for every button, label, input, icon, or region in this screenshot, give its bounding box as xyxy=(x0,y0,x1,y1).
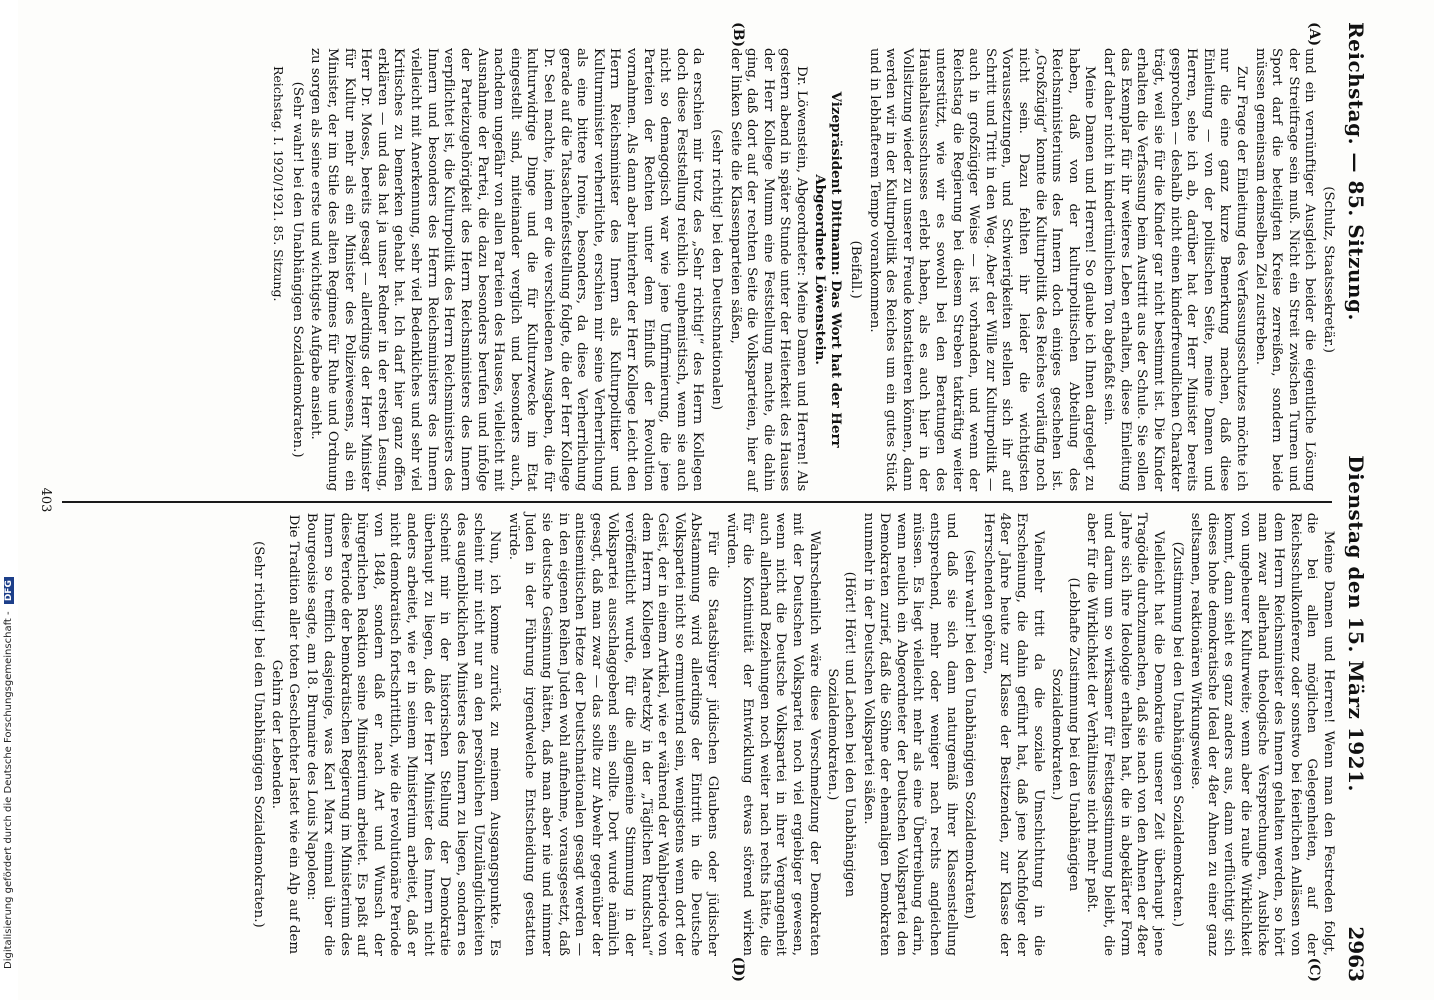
digitization-credit xyxy=(3,577,14,969)
paragraph: und daß sie sich dann naturgemäß ihrer Klassenstellung entsprechend, mehr oder weniger nach rechts angleichen müssen. Es liegt vielleicht mehr als eine Übertreibung darin, wenn neulich ein Abgeordneter der Deutschen Volkspartei den Demokraten zurief, daß die Söhne der ehemaligen Demokraten nunmehr in der Deutschen Volkspartei säßen. xyxy=(860,512,959,956)
credit-text: Digitalisierung gefördert durch die Deutsche Forschungsgemeinschaft - xyxy=(3,611,14,969)
margin-marker-d: (D) xyxy=(730,956,746,982)
paragraph: Für die Staatsbürger jüdischen Glaubens oder jüdischer Abstammung wird allerdings der Eintritt in die Deutsche Volkspartei nicht so ermunternd sein, wenigstens wenn dort der Geist, der in einem Artikel, wie er während der Wahlperiode von dem Herrn Kollegen Maretzky in der „Täglichen Rundschau“ veröffentlicht wurde, für die allgemeine Stimmung in der Volkspartei ausschlaggebend sein sollte. Dort wurde nämlich gesagt, daß man zwar — das sollte zur Abwehr gegenüber der antisemitischen Hetze der Deutschnationalen gesagt werden — in den eigenen Reihen Juden wohl aufnehme, vorausgesetzt, daß sie deutsche Gesinnung hätten, daß man aber nie und nimmer Juden in der Führung irgendwelche Entscheidung gestatten würde. xyxy=(505,512,721,956)
interjection: (Sehr wahr! bei den Unabhängigen Sozialdemokraten.) xyxy=(289,81,305,458)
paragraph: Vielleicht hat die Demokratie unserer Zeit überhaupt jene Tragödie durchzumachen, daß sie nach von den Ahnen der 48er Jahre sich ihre Ideologie erhalten hat, die in abgeklärter Form und darum um so wirksamer für Festtagsstimmung bleibt, die aber für die Wirklichkeit der Verhältnisse nicht mehr paßt. xyxy=(1084,512,1166,956)
margin-marker-b: (B) xyxy=(730,22,746,48)
left-column xyxy=(32,22,1336,501)
interjection: (Zustimmung bei den Unabhängigen Sozialdemokraten.) xyxy=(1169,541,1185,928)
interjection: (Lebhafte Zustimmung bei den Unabhängigen Sozialdemokraten.) xyxy=(1049,577,1081,892)
header-page-number: 2963 xyxy=(1344,926,1368,982)
interjection: (Sehr richtig! bei den Unabhängigen Sozialdemokraten.) xyxy=(250,541,266,928)
interjection: (Beifall.) xyxy=(847,240,863,299)
paragraph: Nun, ich komme zurück zu meinem Ausgangspunkte. Es scheint mir nicht nur an den persönlichen Unzulänglichkeiten des augenblicklichen Ministers des Innern zu liegen, sondern es scheint mir in der historischen Stellung der Demokratie überhaupt zu liegen, daß der Herr Minister des Innern nicht anders arbeitet, wie er in seinem Ministerium arbeitet, daß er nicht demokratisch fortschrittlich, wie die revolutionäre Periode von 1848, sondern daß er nach Art und Wunsch der bürgerlichen Reaktion seine Ministerium arbeitet. Es paßt auf diese Periode der bemokratischen Regierung im Ministerium des Innern so trefflich dasjenige, was Karl Marx einmal über die Bourgeoisie sagte, am 18. Brumaire des Louis Napoleon: xyxy=(304,512,503,956)
dfg-logo-icon: DFG xyxy=(4,577,14,604)
folio-number: 403 xyxy=(38,487,53,513)
interjection: (sehr wahr! bei den Unabhängigen Sozialdemokraten) xyxy=(962,549,978,920)
text-columns xyxy=(32,22,1336,982)
quotation: Die Tradition aller toten Geschlechter lastet wie ein Alp auf dem Gehirn der Lebenden. xyxy=(269,514,301,955)
page-footer-note: Reichstag. I. 1920/1921. 85. Sitzung. xyxy=(271,66,287,302)
paragraph: Meine Damen und Herren! Wenn man den Festreden folgt, die bei allen möglichen Gelegenheiten, auf der Reichsschulkonferenz oder sonstwo bei feierlichen Anlässen von dem Herrn Reichsminister des Innern gehalten werden, so hört man zwar allerhand theologische Versprechungen, Ausblicke von ungeheurer Kulturweite; wenn aber die rauhe Wirklichkeit kommt, dann sieht es ganz anders aus, dann verflüchtigt sich dieses hohe demokratische Ideal der 48er Ahnen zu einer ganz seltsamen, reaktionären Wirkungsweise. xyxy=(1188,512,1336,956)
interjection: (Schulz, Staatssekretär.) xyxy=(1321,186,1336,354)
credit-strip xyxy=(0,0,18,1000)
margin-marker-a: (A) xyxy=(1306,22,1322,47)
paragraph: da erschien mir trotz des „Sehr richtig!“ des Herrn Kollegen doch diese Feststellung reichlich euphemistisch, wenn sie auch nicht so demagogisch war wie jene Umfirmierung, die jene Parteien der Rechten unter dem Einfluß der Revolution vornahmen. Als dann aber hinterher der Herr Kollege Leicht den Herrn Reichsminister des Innern als Kulturpolitiker und Kulturminister verherrlichte, erschien mir seine Verherrlichung als eine bittere Ironie, besonders, da diese Verherrlichung gerade auf die Tatsachenfeststellung folgte, die der Herr Kollege Dr. Seel machte, indem er die verschiedenen Ausgaben, die für kulturwidrige Dinge und die für Kulturzwecke im Etat eingestellt sind, miteinander verglich und besonders auch, nachdem ungefähr von allen Parteien des Hauses, vielleicht mit Ausnahme der Partei, die dazu besonders berufen und infolge der Parteizugehörigkeit des Herrn Reichsministers des Innern verpflichtet ist, die Kulturpolitik des Herrn Reichsministers des Innern und besonders des Herrn Reichsministers des Innern vielleicht mit Anerkennung, sehr viel Bedenkliches und sehr viel Kritisches zu bemerken gehabt hat. Ich darf hier ganz offen erklären — und das hat ja unser Redner in der ersten Lesung, Herr Dr. Moses, bereits gesagt — allerdings der Herr Minister für Kultur mehr als ein Minister des Polizeiwesens, als ein Minister, der im Stile des alten Regimes für Ruhe und Ordnung zu sorgen als seine erste und wichtigste Aufgabe ansieht. xyxy=(308,48,706,492)
header-session-title: Reichstag. — 85. Sitzung. xyxy=(1344,22,1368,321)
paragraph: Wahrscheinlich wäre diese Verschmelzung der Demokraten mit der Deutschen Volkspartei noch viel ergiebiger gewesen, wenn nicht die Deutsche Volkspartei in ihrer Vergangenheit auch allerhand Beziehungen noch weiter nach rechts hätte, die für die Kontinuität der Entwicklung etwas störend wirken würden. xyxy=(723,512,822,956)
speaker-intro: Vizepräsident Dittmann: Das Wort hat der Herr Abgeordnete Löwenstein. xyxy=(811,91,845,448)
paragraph: und ein vernünftiger Ausgleich beider die eigentliche Lösung der Streitfrage sein muß. Nicht ein Streit zwischen Turnen und Sport darf die beteiligten Kreise zerreißen, sondern beide müssen gemeinsam demselben Ziel zustreben. xyxy=(1252,48,1318,492)
right-column xyxy=(32,503,1336,982)
interjection: (Hört! Hört! und Lachen bei den Unabhängigen Sozialdemokraten.) xyxy=(825,571,857,898)
paragraph: Dr. Löwenstein, Abgeordneter: Meine Damen und Herren! Als gestern abend in später Stunde unter der Heiterkeit des Hauses der Herr Kollege Mumm eine Feststellung machte, die dahin ging, daß dort auf der rechten Seite die Volksparteien, hier auf der linken Seite die Klassenparteien säßen, xyxy=(727,48,810,492)
margin-marker-c: (C) xyxy=(1306,957,1322,982)
paragraph: Zur Frage der Einleitung des Verfassungsschutzes möchte ich nur die eine ganz kurze Bemerkung machen, daß diese Einleitung — von der politischen Seite, meine Damen und Herren, sehe ich ab, darüber hat der Herr Minister bereits gesprochen — deshalb nicht einen kinderfreundlichen Charakter trägt, weil sie für die Kinder gar nicht bestimmt ist. Die Kinder erhalten die Verfassung beim Austritt aus der Schule. Sie sollen das Exemplar für ihr weiteres Leben erhalten, diese Einleitung darf daher nicht in kindertümlichem Ton abgefaßt sein. xyxy=(1101,48,1249,492)
page-header xyxy=(1344,22,1392,982)
interjection: (sehr richtig! bei den Deutschnationalen) xyxy=(709,129,725,411)
paragraph: Meine Damen und Herren! So glaube ich Ihnen dargelegt zu haben, daß von der kulturpolitischen Abteilung des Reichsministeriums des Innern doch einiges geschehen ist. „Großzügig“ konnte die Kulturpolitik des Reiches vorläufig noch nicht sein. Dazu fehlten ihr leider die wichtigsten Voraussetzungen, und Schwierigkeiten stellen sich ihr auf Schritt und Tritt in den Weg. Aber der Wille zur Kulturpolitik — auch in großzügiger Weise — ist vorhanden, und wenn der Reichstag die Regierung bei diesem Streben tatkräftig weiter unterstützt, wie wir es sowohl bei den Beratungen des Haushaltsausschusses erlebt haben, als es auch hier in der Vollsitzung wieder zu unserer Freude konstatieren können, dann werden wir in der Kulturpolitik des Reiches um ein gutes Stück und in lebhafterem Tempo vorankommen. xyxy=(866,48,1098,492)
paragraph: Vielmehr tritt da die soziale Umschichtung in die Erscheinung, die dahin geführt hat, daß jene Nachfolger der 48er Jahre heute zur Klasse der Besitzenden, zur Klasse der Herrschenden gehören, xyxy=(980,512,1046,956)
rotated-page-content xyxy=(32,0,1392,1000)
header-date: Dienstag den 15. März 1921. xyxy=(1344,455,1368,792)
